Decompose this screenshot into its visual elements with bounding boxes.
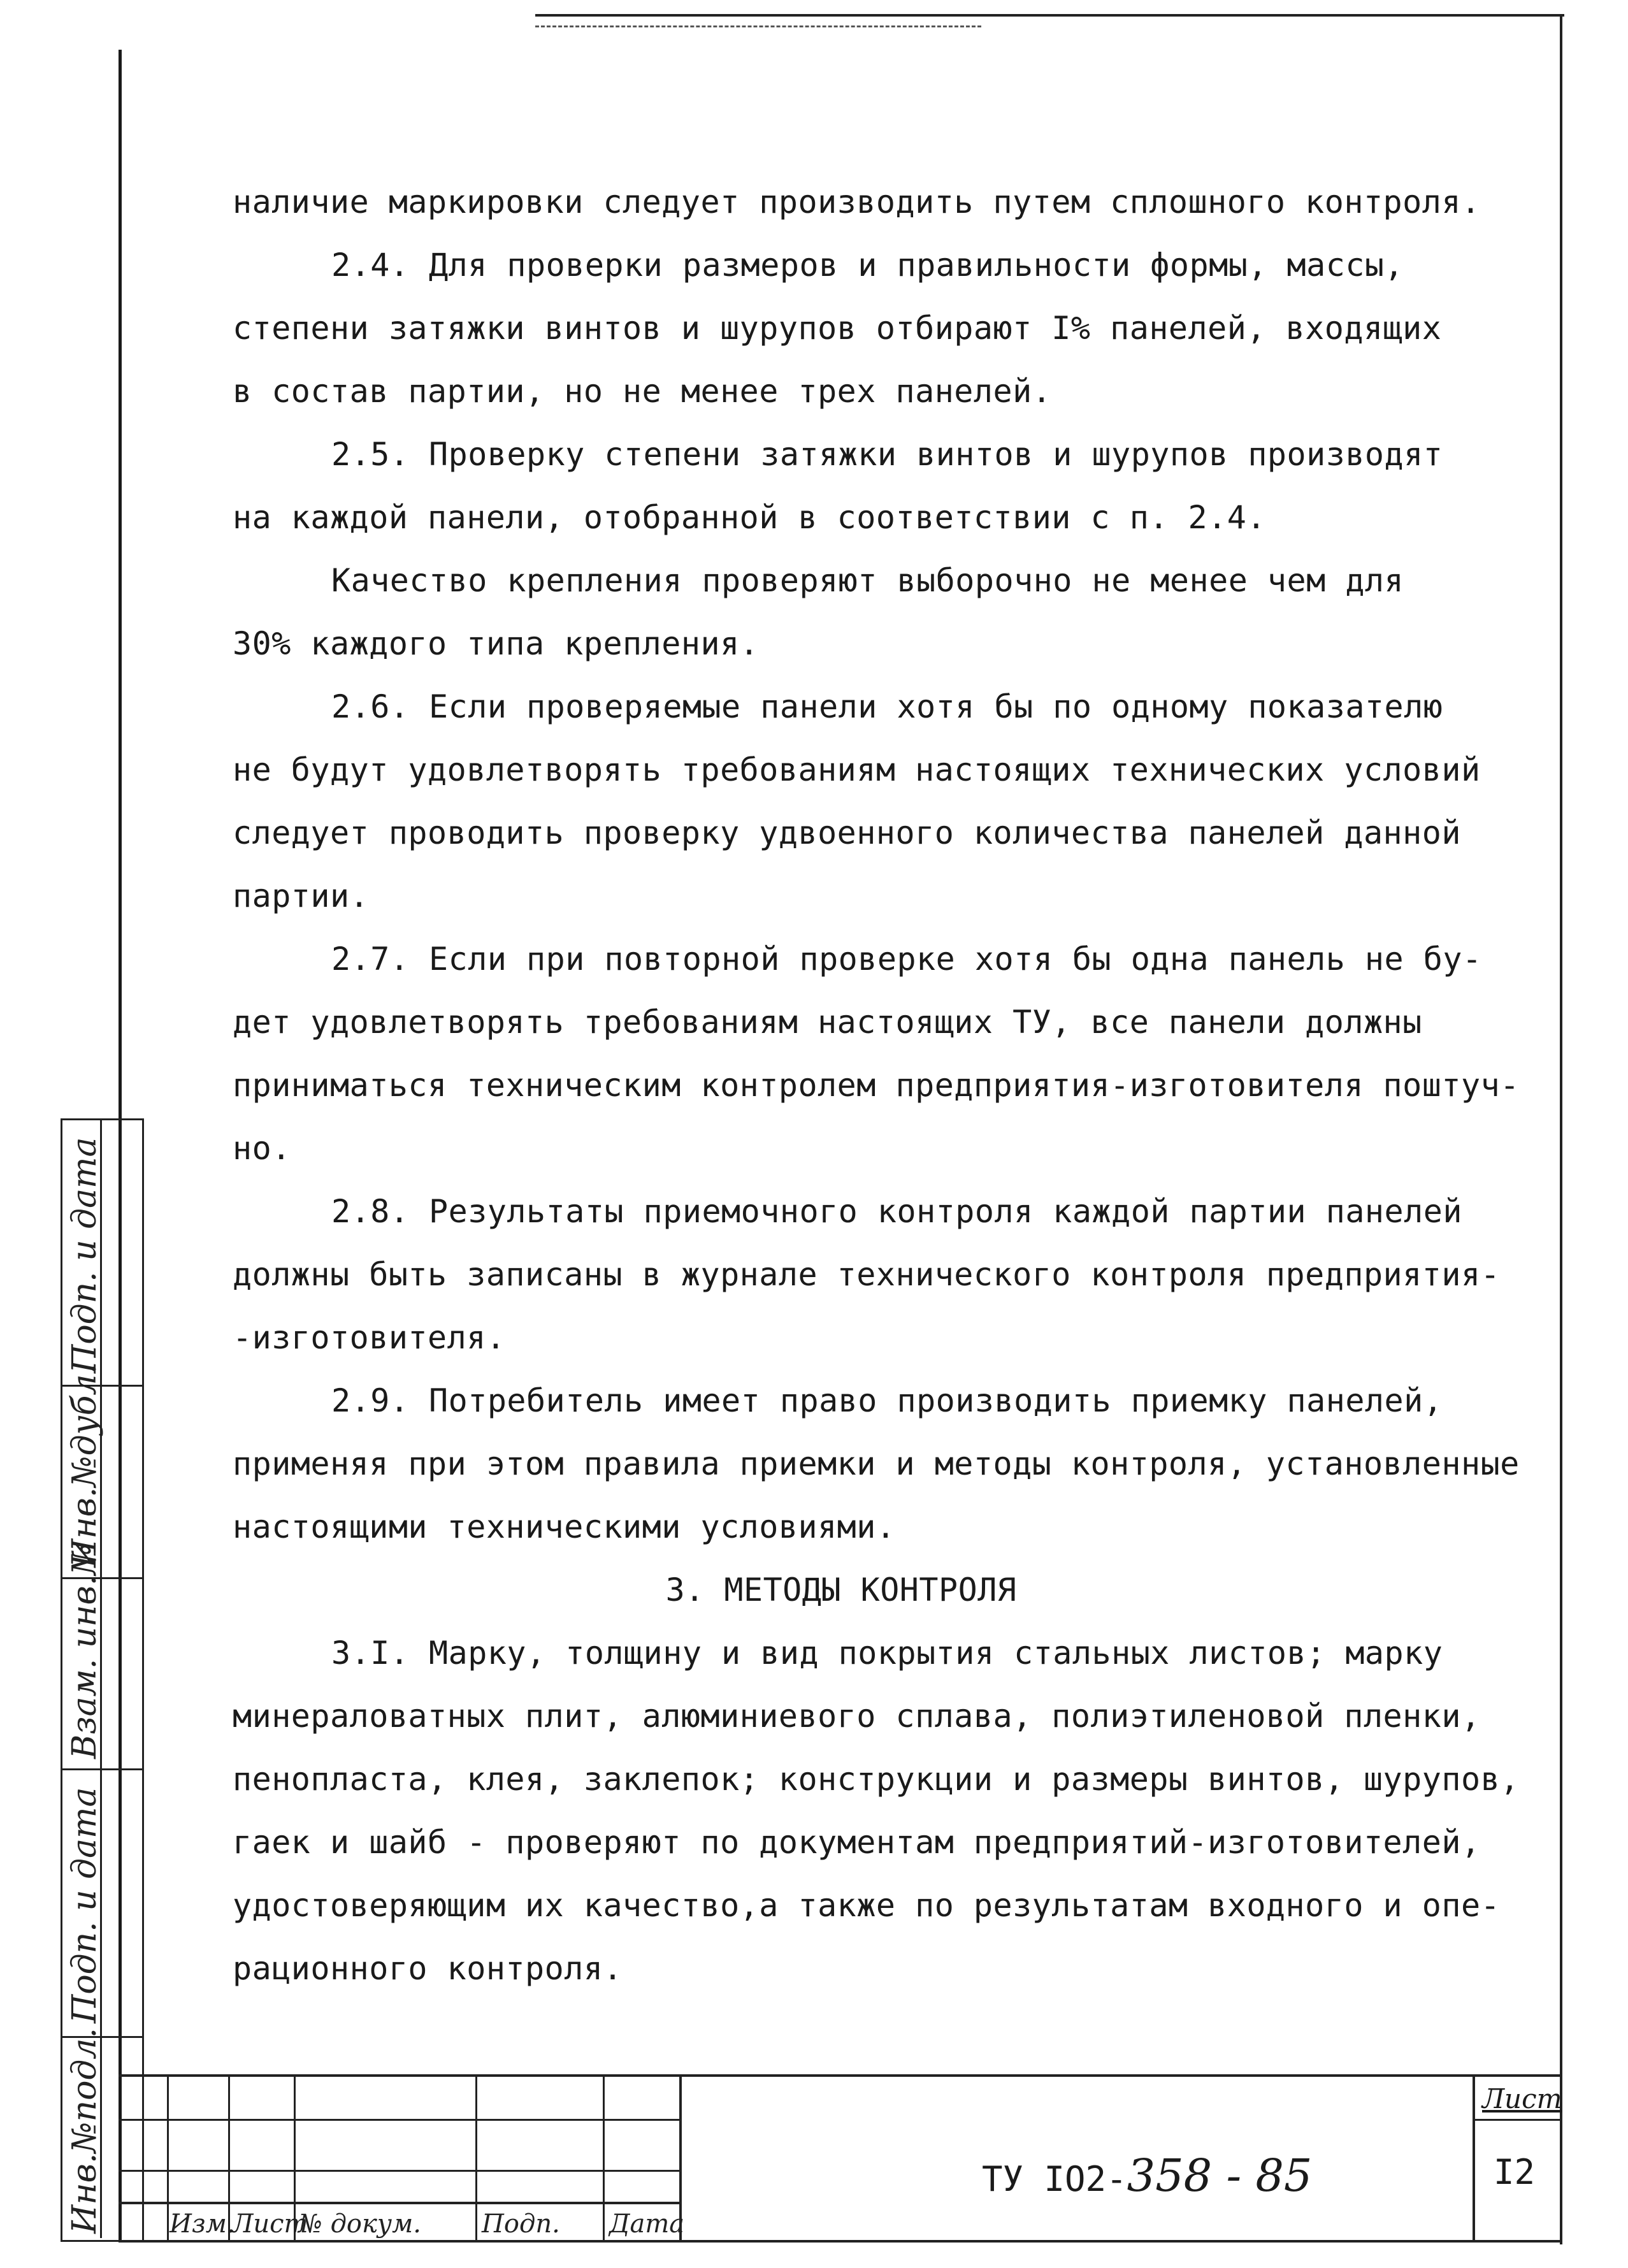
- body-text-line: следует проводить проверку удвоенного количества панелей данной: [233, 814, 1461, 851]
- body-text-line: 2.9. Потребитель имеет право производить приемку панелей,: [331, 1382, 1443, 1419]
- body-text-line: наличие маркировки следует производить путем сплошного контроля.: [233, 184, 1481, 220]
- frame-right-line: [1560, 14, 1562, 2244]
- body-text-line: не будут удовлетворять требованиям настоящих технических условий: [233, 751, 1481, 788]
- margin-label-dup-inv: Инв.№дубл.: [66, 1363, 104, 1568]
- body-text-line: 30% каждого типа крепления.: [233, 625, 760, 662]
- body-text-line: 2.6. Если проверяемые панели хотя бы по одному показателю: [331, 688, 1443, 725]
- body-text-line: на каждой панели, отобранной в соответствии с п. 2.4.: [233, 499, 1266, 536]
- margin-label-sign-date-2: Подп. и дата: [66, 1787, 104, 2023]
- margin-stamp: [61, 1118, 143, 2241]
- col-label-signature: Подп.: [482, 2209, 560, 2239]
- body-text-line: 2.5. Проверку степени затяжки винтов и шурупов производят: [331, 436, 1443, 473]
- body-text-line: применяя при этом правила приемки и методы контроля, установленные: [233, 1445, 1520, 1482]
- col-label-change: Изм.: [169, 2209, 235, 2239]
- margin-label-sign-date-1: Подп. и дата: [66, 1137, 104, 1373]
- sheet-label: Лист: [1482, 2083, 1562, 2114]
- document-body: [233, 171, 1532, 2000]
- col-label-doc-number: № докум.: [298, 2209, 421, 2239]
- body-text-line: 2.7. Если при повторной проверке хотя бы одна панель не бу-: [331, 941, 1482, 978]
- frame-top-line: [535, 14, 1564, 17]
- body-text-line: рационного контроля.: [233, 1950, 623, 1987]
- body-text-line: удостоверяющим их качество,а также по результатам входного и опе-: [233, 1887, 1501, 1924]
- body-text-line: 2.4. Для проверки размеров и правильности формы, массы,: [331, 247, 1404, 284]
- body-text-line: должны быть записаны в журнале технического контроля предприятия-: [233, 1256, 1501, 1293]
- body-text-line: 3.I. Марку, толщину и вид покрытия стальных листов; марку: [331, 1635, 1443, 1672]
- sheet-number: I2: [1494, 2152, 1536, 2192]
- body-text-line: Качество крепления проверяют выборочно не менее чем для: [331, 562, 1404, 599]
- body-text-line: 2.8. Результаты приемочного контроля каждой партии панелей: [331, 1193, 1462, 1230]
- body-text-line: степени затяжки винтов и шурупов отбирают I% панелей, входящих: [233, 310, 1442, 347]
- body-text-line: настоящими техническими условиями.: [233, 1508, 896, 1545]
- section-heading: 3. МЕТОДЫ КОНТРОЛЯ: [665, 1571, 1017, 1608]
- body-text-line: приниматься техническим контролем предприятия-изготовителя поштуч-: [233, 1067, 1520, 1104]
- margin-label-replace-inv: Взам. инв.№: [66, 1543, 104, 1759]
- margin-label-orig-inv: Инв.№подл.: [66, 2028, 104, 2234]
- body-text-line: -изготовителя.: [233, 1319, 506, 1356]
- body-text-line: минераловатных плит, алюминиевого сплава, полиэтиленовой пленки,: [233, 1698, 1481, 1735]
- col-label-date: Дата: [609, 2209, 685, 2239]
- document-code: [982, 2149, 1312, 2202]
- document-code-printed: ТУ IO2-: [982, 2159, 1127, 2199]
- body-text-line: но.: [233, 1130, 291, 1167]
- body-text-line: гаек и шайб - проверяют по документам предприятий-изготовителей,: [233, 1824, 1481, 1861]
- frame-top-dashed-line: [535, 25, 981, 27]
- body-text-line: дет удовлетворять требованиям настоящих ТУ, все панели должны: [233, 1004, 1422, 1041]
- body-text-line: пенопласта, клея, заклепок; конструкции и размеры винтов, шурупов,: [233, 1761, 1520, 1798]
- body-text-line: партии.: [233, 878, 370, 914]
- col-label-sheet: Лист: [232, 2209, 308, 2239]
- body-text-line: в состав партии, но не менее трех панелей.: [233, 373, 1052, 410]
- title-block: [119, 2074, 1562, 2241]
- document-code-handwritten: 358 - 85: [1127, 2149, 1313, 2202]
